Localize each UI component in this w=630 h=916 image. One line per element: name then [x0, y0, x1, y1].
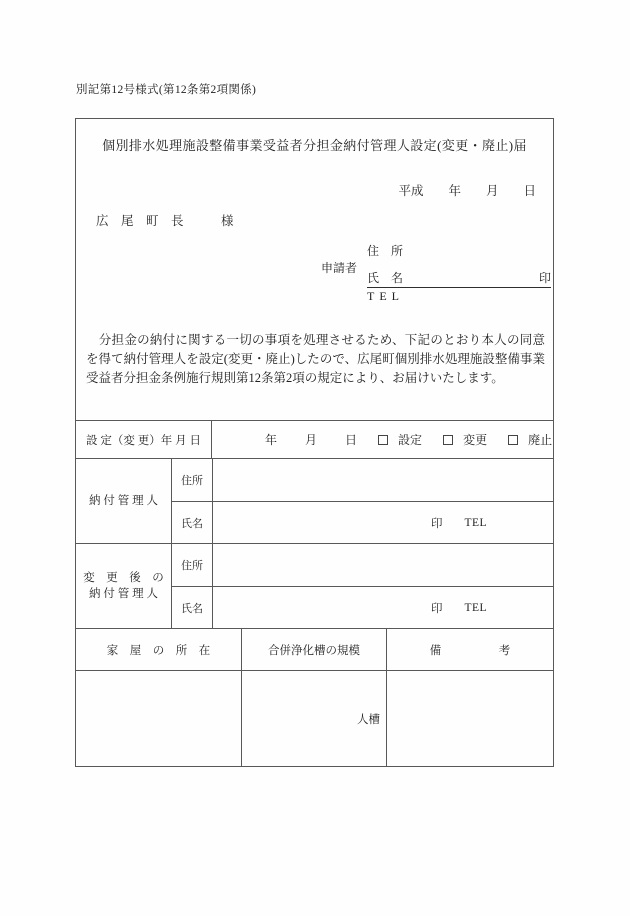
- new-manager-tel-label: TEL: [464, 601, 488, 614]
- remarks-header: 備 考: [386, 629, 553, 670]
- manager-block: [76, 458, 553, 543]
- house-location-input-cell: [76, 671, 241, 767]
- new-manager-label-line1: 変 更 後 の: [83, 572, 164, 584]
- checkbox-icon: [378, 435, 388, 445]
- setting-date-row: [76, 420, 553, 458]
- septic-scale-input-cell: [241, 671, 386, 767]
- checkbox-icon: [443, 435, 453, 445]
- new-manager-label-line2: 納 付 管 理 人: [89, 588, 158, 600]
- option-change-label: 変更: [463, 433, 488, 447]
- year-label: 年: [265, 433, 278, 447]
- month-label: 月: [305, 433, 318, 447]
- option-setting-label: 設定: [398, 433, 423, 447]
- applicant-label: 申請者: [321, 261, 358, 275]
- new-manager-name-label: 氏名: [181, 602, 203, 615]
- applicant-address-row: [367, 242, 551, 259]
- applicant-tel-row: [367, 288, 551, 304]
- new-manager-seal-label: 印: [431, 602, 443, 615]
- applicant-name-row: [367, 271, 551, 288]
- form-number-label: 別記第12号様式(第12条第2項関係): [76, 84, 257, 96]
- applicant-fields: [367, 242, 551, 304]
- applicant-seal-label: 印: [538, 271, 551, 285]
- manager-address-row: [172, 459, 553, 501]
- new-manager-address-label: 住所: [181, 560, 203, 572]
- applicant-address-label: 住 所: [367, 244, 404, 258]
- addressee-label: 広 尾 町 長 様: [96, 214, 234, 228]
- new-manager-name-row: [172, 586, 553, 628]
- new-manager-fields: [171, 544, 553, 628]
- checkbox-icon: [508, 435, 518, 445]
- manager-tel-label: TEL: [464, 516, 488, 529]
- option-abolish-label: 廃止: [528, 433, 553, 447]
- bottom-header-row: [76, 628, 553, 670]
- setting-date-label: 設 定（変 更）年 月 日: [86, 434, 201, 447]
- bottom-entry-row: [76, 670, 553, 767]
- new-manager-address-row: [172, 544, 553, 586]
- new-manager-name-input-cell: [212, 587, 553, 628]
- date-line: 平成 年 月 日: [398, 184, 536, 198]
- manager-name-input-cell: [212, 502, 553, 543]
- new-manager-block: [76, 543, 553, 628]
- form-table: [76, 420, 553, 767]
- remarks-input-cell: [386, 671, 553, 767]
- manager-fields: [171, 459, 553, 543]
- new-manager-label: [76, 544, 171, 628]
- manager-seal-label: 印: [431, 517, 443, 530]
- house-location-header: 家 屋 の 所 在: [106, 644, 211, 657]
- applicant-block: [321, 242, 551, 304]
- setting-date-value-cell: [211, 421, 553, 458]
- day-label: 日: [345, 433, 358, 447]
- form-sheet: [75, 118, 554, 767]
- septic-scale-header: 合併浄化槽の規模: [241, 629, 386, 670]
- manager-name-label: 氏名: [181, 517, 203, 530]
- capacity-unit-label: 人槽: [357, 714, 380, 726]
- manager-label-text: 納 付 管 理 人: [89, 495, 158, 507]
- applicant-tel-label: TEL: [367, 289, 404, 303]
- manager-label: [76, 459, 171, 543]
- applicant-name-label: 氏 名: [367, 271, 404, 285]
- form-title: 個別排水処理施設整備事業受益者分担金納付管理人設定(変更・廃止)届: [102, 138, 527, 153]
- manager-name-row: [172, 501, 553, 543]
- manager-address-label: 住所: [181, 475, 203, 487]
- body-paragraph: 分担金の納付に関する一切の事項を処理させるため、下記のとおり本人の同意を得て納付管理人を設定(変更・廃止)したので、広尾町個別排水処理施設整備事業受益者分担金条例施行規則第12条第2項の規定により、お届けいたします。: [86, 333, 545, 385]
- manager-address-input-cell: [212, 459, 553, 501]
- new-manager-address-input-cell: [212, 544, 553, 586]
